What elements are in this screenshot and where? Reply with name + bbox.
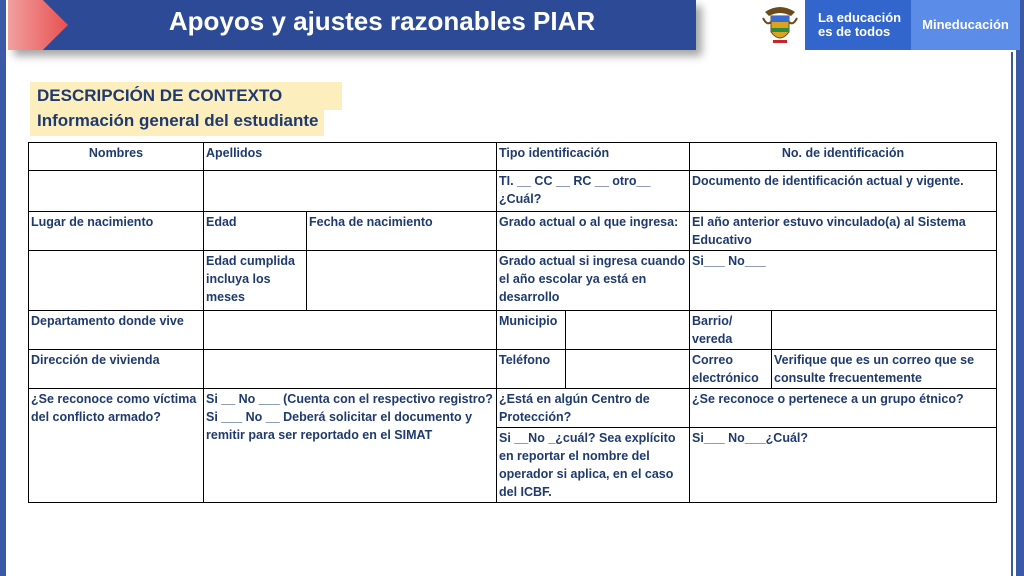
- doc-note: Documento de identificación actual y vigente.: [690, 171, 997, 212]
- section-subtitle: Información general del estudiante: [30, 110, 324, 136]
- label-direccion: Dirección de vivienda: [29, 350, 204, 389]
- grupo-etnico-answer[interactable]: Si___ No___¿Cuál?: [690, 428, 997, 503]
- label-lugar-nacimiento: Lugar de nacimiento: [29, 212, 204, 251]
- anio-anterior-si-no[interactable]: Si___ No___: [690, 251, 997, 311]
- tipo-id-options[interactable]: TI. __ CC __ RC __ otro__ ¿Cuál?: [497, 171, 690, 212]
- education-slogan: [805, 0, 911, 50]
- coat-of-arms-icon: [755, 0, 805, 50]
- victima-answer[interactable]: Si __ No ___ (Cuenta con el respectivo registro? Si ___ No __ Deberá solicitar el documento y remitir para ser reportado en el SIMAT: [204, 389, 497, 503]
- inner-right-rule: [1011, 52, 1013, 576]
- ministry-name: Mineducación: [911, 0, 1020, 50]
- right-frame-border: [1016, 0, 1024, 576]
- centro-proteccion-answer[interactable]: Si __No _¿cuál? Sea explícito en reportar el nombre del operador si aplica, en el caso del ICBF.: [497, 428, 690, 503]
- label-centro-proteccion: ¿Está en algún Centro de Protección?: [497, 389, 690, 428]
- label-departamento: Departamento donde vive: [29, 311, 204, 350]
- slogan-line-2: es de todos: [818, 24, 891, 39]
- header-nombres: Nombres: [29, 143, 204, 171]
- section-title: DESCRIPCIÓN DE CONTEXTO: [30, 82, 342, 110]
- label-telefono: Teléfono: [497, 350, 566, 389]
- label-fecha-nacimiento: Fecha de nacimiento: [307, 212, 497, 251]
- direccion-field[interactable]: [204, 350, 497, 389]
- label-edad-cumplida: Edad cumplida incluya los meses: [204, 251, 307, 311]
- apellidos-field[interactable]: [204, 171, 497, 212]
- label-correo: Correo electrónico: [690, 350, 772, 389]
- label-victima: ¿Se reconoce como víctima del conflicto armado?: [29, 389, 204, 503]
- correo-note: Verifique que es un correo que se consulte frecuentemente: [772, 350, 997, 389]
- slogan-line-1: La educación: [818, 10, 902, 25]
- label-barrio: Barrio/ vereda: [690, 311, 772, 350]
- nombres-field[interactable]: [29, 171, 204, 212]
- title-bar: [8, 0, 696, 50]
- header-no-id: No. de identificación: [690, 143, 997, 171]
- lugar-nacimiento-field[interactable]: [29, 251, 204, 311]
- page-title: Apoyos y ajustes razonables PIAR: [168, 6, 596, 36]
- departamento-field[interactable]: [204, 311, 497, 350]
- label-grado-actual: Grado actual o al que ingresa:: [497, 212, 690, 251]
- municipio-field[interactable]: [566, 311, 690, 350]
- label-municipio: Municipio: [497, 311, 566, 350]
- label-grupo-etnico: ¿Se reconoce o pertenece a un grupo étnico?: [690, 389, 997, 428]
- left-frame-border: [0, 0, 6, 576]
- telefono-field[interactable]: [566, 350, 690, 389]
- label-grado-desarrollo: Grado actual si ingresa cuando el año escolar ya está en desarrollo: [497, 251, 690, 311]
- fecha-nacimiento-field[interactable]: [307, 251, 497, 311]
- header-apellidos: Apellidos: [204, 143, 497, 171]
- label-anio-anterior: El año anterior estuvo vinculado(a) al Sistema Educativo: [690, 212, 997, 251]
- student-info-form: [28, 142, 997, 503]
- header-tipo-id: Tipo identificación: [497, 143, 690, 171]
- ministry-logo: [755, 0, 1020, 50]
- barrio-field[interactable]: [772, 311, 997, 350]
- label-edad: Edad: [204, 212, 307, 251]
